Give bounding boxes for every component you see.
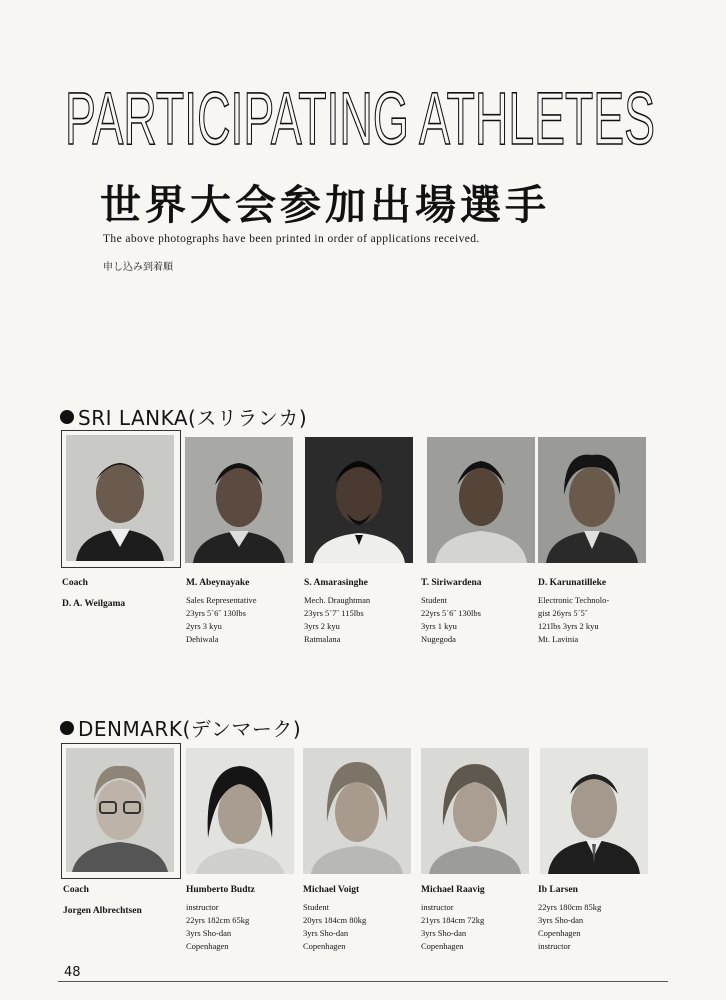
athlete-card [186, 577, 298, 646]
athlete-name: M. Abeynayake [186, 578, 250, 588]
athlete-detail: Dehiwala [186, 634, 219, 644]
athlete-detail: Student [303, 902, 329, 912]
athlete-detail: gist 26yrs 5´5˝ [538, 608, 588, 618]
athlete-detail: instructor [538, 941, 571, 951]
athlete-detail: 23yrs 5´6˝ 130lbs [186, 608, 246, 618]
japanese-title: 世界大会参加出場選手 [100, 181, 550, 229]
coach-name: D. A. Weilgama [62, 599, 126, 609]
athlete-card [304, 577, 416, 646]
athlete-detail: 3yrs 2 kyu [304, 621, 340, 631]
footer-divider [58, 981, 668, 982]
athlete-detail: instructor [421, 902, 454, 912]
coach-label: Coach [63, 885, 89, 895]
athlete-name: S. Amarasinghe [304, 578, 368, 588]
athlete-name: Humberto Budtz [186, 885, 255, 895]
athlete-name: Michael Voigt [303, 885, 360, 895]
athlete-detail: 3yrs Sho-dan [421, 928, 467, 938]
photo-michael-raavig [421, 748, 529, 874]
athlete-detail: 22yrs 180cm 85kg [538, 902, 602, 912]
athlete-detail: 3yrs 1 kyu [421, 621, 457, 631]
photo-coach-denmark [66, 748, 174, 872]
athlete-card [186, 884, 298, 953]
photo-michael-voigt [303, 748, 411, 874]
athlete-detail: Ratmalana [304, 634, 341, 644]
athlete-card [421, 884, 533, 953]
photo-coach-sri-lanka [66, 435, 174, 561]
photo-s-amarasinghe [305, 437, 413, 563]
athlete-detail: Copenhagen [538, 928, 581, 938]
outlined-title-text [60, 84, 660, 152]
coach-label: Coach [62, 578, 88, 588]
photo-m-abeynayake [185, 437, 293, 563]
athlete-name: T. Siriwardena [421, 578, 482, 588]
athlete-card [303, 884, 415, 953]
title-outline: PARTICIPATING ATHLETES [65, 84, 655, 152]
section-heading-denmark [60, 713, 301, 742]
bullet-icon [60, 410, 74, 424]
athlete-name: Michael Raavig [421, 885, 485, 895]
coach-name: Jorgen Albrechtsen [63, 906, 142, 916]
athlete-detail: 22yrs 182cm 65kg [186, 915, 250, 925]
athlete-detail: Student [421, 595, 447, 605]
photo-t-siriwardena [427, 437, 535, 563]
athlete-detail: 2yrs 3 kyu [186, 621, 222, 631]
athlete-detail: 22yrs 5´6˝ 130lbs [421, 608, 481, 618]
athlete-detail: Copenhagen [186, 941, 229, 951]
bullet-icon [60, 721, 74, 735]
athlete-detail: Mech. Draughtman [304, 595, 371, 605]
coach-card-sri-lanka [62, 577, 174, 611]
coach-card-denmark [63, 884, 175, 918]
athlete-name: Ib Larsen [538, 885, 578, 895]
athlete-detail: Copenhagen [303, 941, 346, 951]
athlete-name: D. Karunatilleke [538, 578, 607, 588]
athlete-detail: 3yrs Sho-dan [303, 928, 349, 938]
athlete-card [538, 884, 650, 953]
athlete-detail: instructor [186, 902, 219, 912]
athlete-detail: Mt. Lavinia [538, 634, 579, 644]
section-heading-sri-lanka [60, 402, 307, 431]
athlete-card [421, 577, 533, 646]
athlete-detail: Nugegoda [421, 634, 456, 644]
section-heading-text: DENMARK(デンマーク) [78, 717, 302, 741]
athlete-card [538, 577, 650, 646]
athlete-detail: 3yrs Sho-dan [538, 915, 584, 925]
athlete-detail: 20yrs 184cm 80kg [303, 915, 367, 925]
athlete-detail: Copenhagen [421, 941, 464, 951]
order-note-japanese: 申し込み到着順 [103, 262, 173, 273]
order-note-english: The above photographs have been printed in order of applications received. [103, 233, 480, 245]
photo-humberto-budtz [186, 748, 294, 874]
photo-ib-larsen [540, 748, 648, 874]
athlete-detail: Electronic Technolo- [538, 595, 610, 605]
athlete-detail: Sales Representative [186, 595, 257, 605]
photo-d-karunatilleke [538, 437, 646, 563]
athlete-detail: 21yrs 184cm 72kg [421, 915, 485, 925]
page-title [60, 84, 660, 152]
page-number: 48 [64, 965, 81, 980]
section-heading-text: SRI LANKA(スリランカ) [78, 406, 308, 430]
athlete-detail: 121lbs 3yrs 2 kyu [538, 621, 599, 631]
athlete-detail: 3yrs Sho-dan [186, 928, 232, 938]
athlete-detail: 23yrs 5´7˝ 115lbs [304, 608, 364, 618]
